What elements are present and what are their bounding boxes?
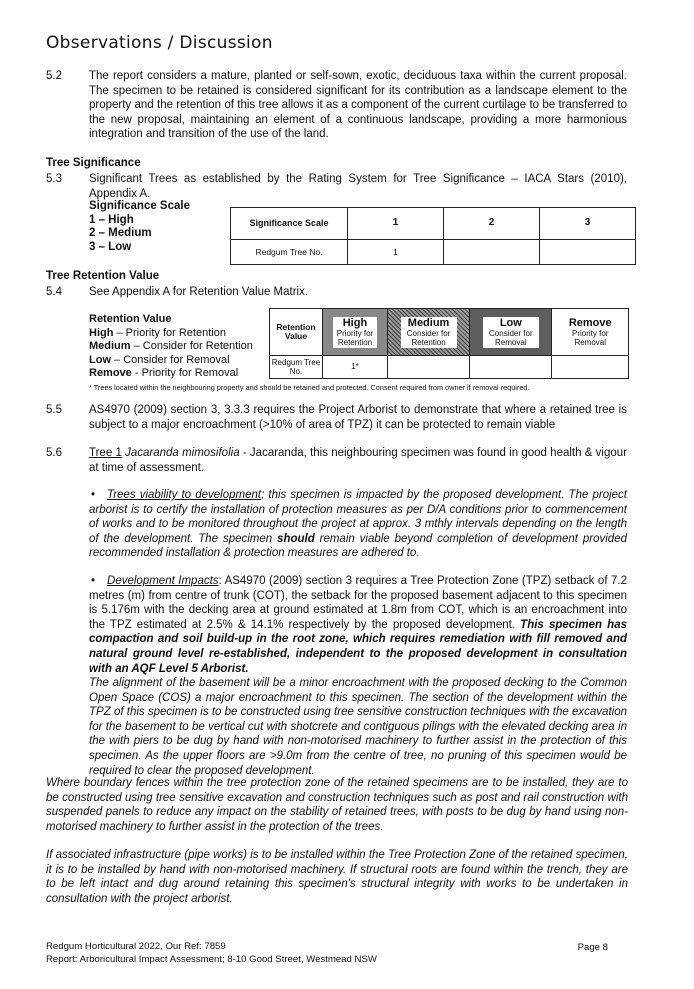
scale-item: 1 – High xyxy=(89,213,134,226)
scale-item: 2 – Medium xyxy=(89,227,152,239)
scale-title: Significance Scale xyxy=(89,200,190,212)
footer-line-1: Redgum Horticultural 2022, Our Ref: 7859 xyxy=(46,941,226,952)
retention-medium-cell: Medium Consider for Retention xyxy=(387,309,469,356)
section-number: 5.4 xyxy=(46,286,62,298)
table-footnote: * Trees located within the neighbouring property and should be retained and protected. Consent required from owner if removal required. xyxy=(89,383,530,392)
paragraph-5-3: Significant Trees as established by the Rating System for Tree Significance – IACA Stars (2010), Appendix A. xyxy=(89,173,627,200)
legend-item: Remove - Priority for Removal xyxy=(89,367,239,379)
paragraph-5-5: AS4970 (2009) section 3, 3.3.3 requires the Project Arborist to demonstrate that where a retained tree is subject to a major encroachment (>10% of area of TPZ) it can be protected to remain viable xyxy=(89,404,627,431)
section-number: 5.5 xyxy=(46,404,62,416)
retention-remove-cell: Remove Priority for Removal xyxy=(552,309,629,356)
retention-legend xyxy=(89,313,253,381)
table-cell xyxy=(540,240,636,265)
table-row-label: Redgum Tree No. xyxy=(270,356,323,379)
table-cell: 1* xyxy=(323,356,388,379)
section-number: 5.3 xyxy=(46,173,62,185)
retention-high-cell: High Priority for Retention xyxy=(323,309,388,356)
species-name: Jacaranda mimosifolia xyxy=(125,447,240,459)
legend-item: High – Priority for Retention xyxy=(89,326,226,339)
infrastructure-paragraph: If associated infrastructure (pipe works) is to be installed within the Tree Protection Zone of the retained specimen, it is to be installed by hand with non-motorised machinery. If structural roots are found within the trench, they are to be left intact and dug around retaining this specimen's structural integrity with works to be undertaken in consultation with the project arborist. xyxy=(46,849,628,905)
paragraph-5-6: Tree 1 Jacaranda mimosifolia - Jacaranda, this neighbouring specimen was found in good health & vigour at time of assessment. xyxy=(89,447,627,474)
table-header-cell: 2 xyxy=(444,208,540,240)
footer xyxy=(46,941,377,966)
legend-item: Low – Consider for Removal xyxy=(89,353,230,366)
legend-item: Medium – Consider for Retention xyxy=(89,340,253,352)
paragraph-5-4: See Appendix A for Retention Value Matrix. xyxy=(89,286,309,298)
page-number: Page 8 xyxy=(577,942,608,953)
section-number: 5.6 xyxy=(46,447,62,459)
table-header-cell: Retention Value xyxy=(270,309,323,356)
table-cell xyxy=(444,240,540,265)
significance-scale-legend xyxy=(89,200,190,254)
table-header-cell: 1 xyxy=(348,208,444,240)
tree-significance-heading: Tree Significance xyxy=(46,157,141,169)
legend-title: Retention Value xyxy=(89,313,172,325)
scale-item: 3 – Low xyxy=(89,240,132,253)
bullet-viability: • Trees viability to development; this specimen is impacted by the proposed development. The project arborist is to certify the installation of protection measures as per D/A conditions prior to commencement of works and to be monitored throughout the project at approx. 3 mthly intervals depending on the length of the development. The specimen should remain viable beyond completion of development provided recommended installation & protection measures are adhered to. xyxy=(89,489,627,560)
fence-paragraph: Where boundary fences within the tree protection zone of the retained specimens are to be installed, they are to be constructed using tree sensitive excavation and construction techniques such as post and rail construction with suspended panels to reduce any impact on the stability of retained trees, with posts to be dug by hand using non-motorised machinery to further assist in the protection of the trees. xyxy=(46,777,628,833)
retention-low-cell: Low Consider for Removal xyxy=(470,309,552,356)
table-cell xyxy=(387,356,469,379)
significance-table xyxy=(230,207,636,265)
section-number: 5.2 xyxy=(46,70,62,82)
table-cell xyxy=(470,356,552,379)
page-title: Observations / Discussion xyxy=(46,33,273,53)
bullet-development-impacts: • Development Impacts: AS4970 (2009) section 3 requires a Tree Protection Zone (TPZ) setback of 7.2 metres (m) from centre of trunk (COT), the setback for the proposed basement adjacent to this specimen is 5.176m with the decking area at ground estimated at 1.8m from COT, which is an encroachment into the TPZ estimated at 2.5% & 14.1% respectively by the proposed development. This specimen has compaction and soil build-up in the root zone, which requires remediation with fill removed and natural ground level re-established, independent to the proposed development in consultation with an AQF Level 5 Arborist. xyxy=(89,575,627,675)
basement-paragraph: The alignment of the basement will be a minor encroachment with the proposed decking to the Common Open Space (COS) a major encroachment to this specimen. The section of the development within the TPZ of this specimen is to be constructed using tree sensitive construction techniques with the excavation for the basement to be vertical cut with shotcrete and contiguous pilings with the elevated decking area in the with piers to be dug by hand with non-motorised machinery to further assist in the protection of this specimen. As the upper floors are >9.0m from the centre of tree, no pruning of this specimen would be required to clear the proposed development. xyxy=(89,677,627,777)
table-cell: 1 xyxy=(348,240,444,265)
table-cell xyxy=(552,356,629,379)
table-header-cell: Significance Scale xyxy=(231,208,348,240)
footer-line-2: Report: Arboricultural Impact Assessment; 8-10 Good Street, Westmead NSW xyxy=(46,953,377,965)
retention-heading: Tree Retention Value xyxy=(46,270,160,282)
retention-table xyxy=(269,308,629,379)
paragraph-5-2: The report considers a mature, planted or self-sown, exotic, deciduous taxa within the current proposal. The specimen to be retained is considered significant for its contribution as a landscape element to the property and the retention of this tree allows it as a component of the current curtilage to be transferred to the new proposal, maintaining an element of a continuous landscape, providing a more harmonious integration and transition of the use of the land. xyxy=(89,70,627,141)
table-row-label: Redgum Tree No. xyxy=(231,240,348,265)
table-header-cell: 3 xyxy=(540,208,636,240)
tree-1-link: Tree 1 xyxy=(89,447,122,459)
